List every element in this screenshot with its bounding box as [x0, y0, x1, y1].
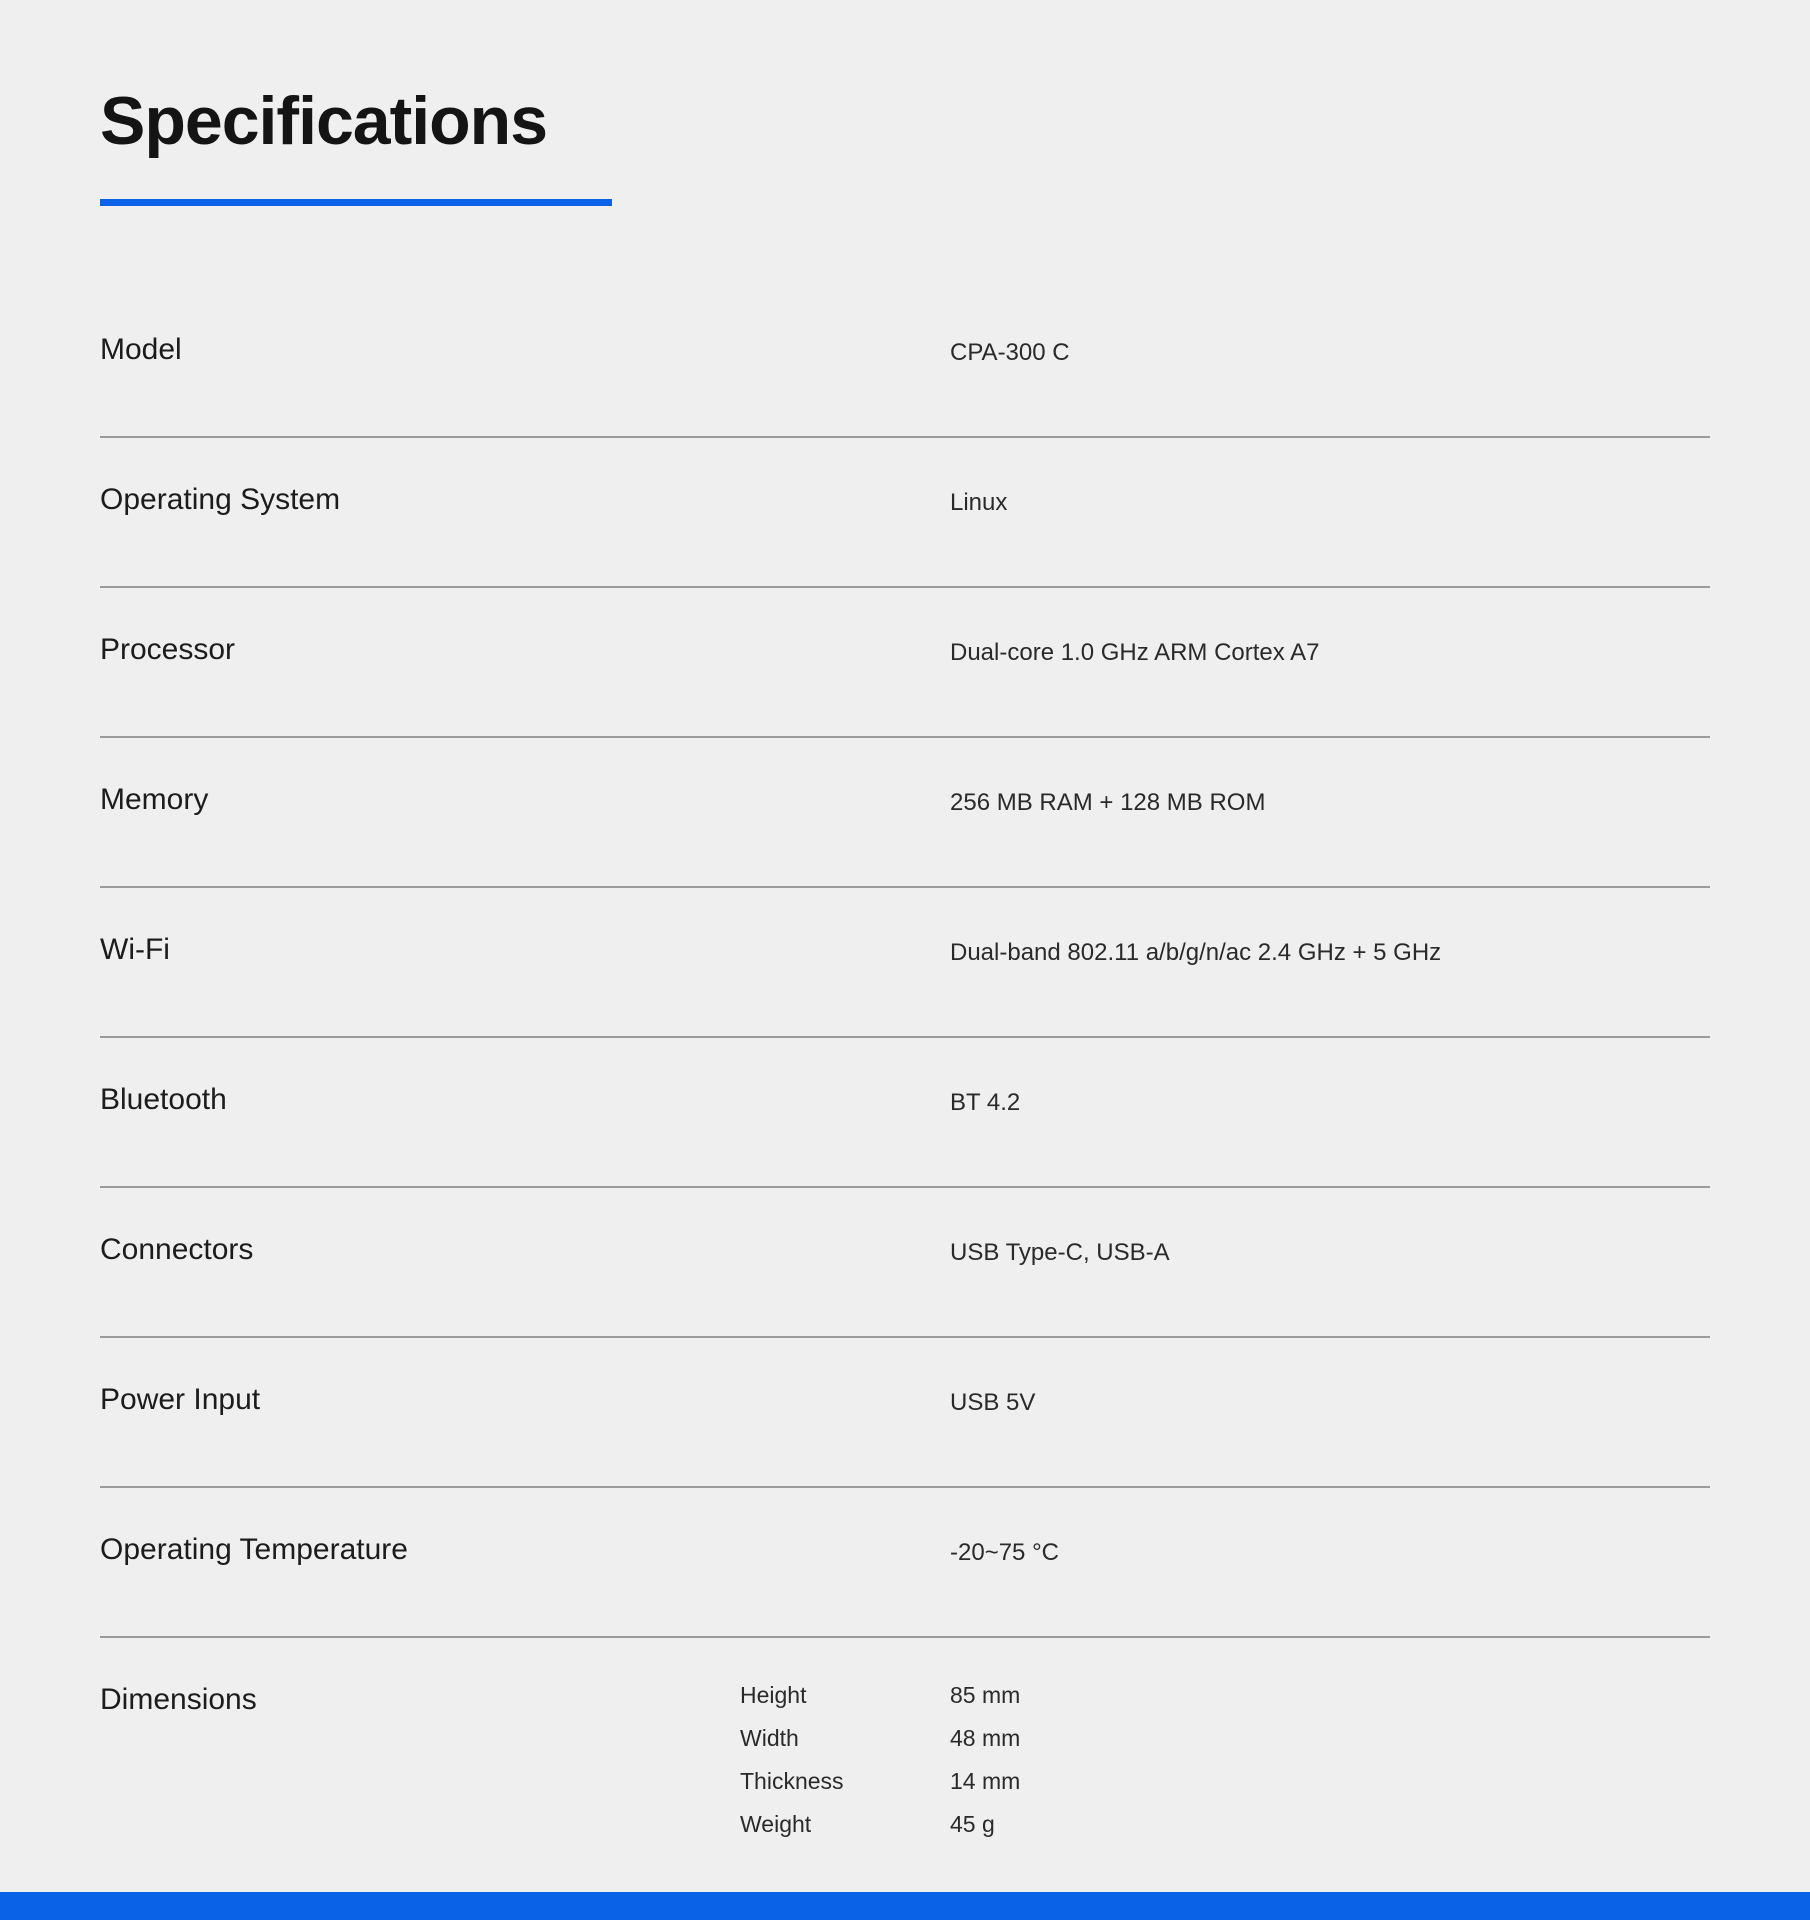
spec-label-bluetooth: Bluetooth [100, 1083, 227, 1117]
table-row [100, 588, 1710, 738]
dimension-key-weight: Weight [740, 1811, 812, 1838]
table-row [100, 738, 1710, 888]
table-row [100, 1488, 1710, 1638]
spec-label-model: Model [100, 333, 182, 367]
spec-value-memory: 256 MB RAM + 128 MB ROM [950, 789, 1266, 817]
specifications-table [100, 288, 1710, 1888]
dimension-key-width: Width [740, 1725, 799, 1752]
table-row [100, 888, 1710, 1038]
list-item [740, 1725, 1710, 1752]
table-row [100, 1038, 1710, 1188]
table-row [100, 288, 1710, 438]
spec-label-wifi: Wi-Fi [100, 933, 170, 967]
dimension-value-height: 85 mm [950, 1682, 1021, 1709]
spec-label-operating-temperature: Operating Temperature [100, 1533, 408, 1567]
title-underline-rule [100, 199, 612, 206]
spec-value-power-input: USB 5V [950, 1389, 1036, 1417]
spec-label-power-input: Power Input [100, 1383, 261, 1417]
spec-label-operating-system: Operating System [100, 483, 341, 517]
spec-value-operating-system: Linux [950, 489, 1008, 517]
spec-label-memory: Memory [100, 783, 209, 817]
spec-label-dimensions: Dimensions [100, 1683, 257, 1717]
spec-label-connectors: Connectors [100, 1233, 254, 1267]
page-title: Specifications [100, 83, 548, 159]
spec-value-bluetooth: BT 4.2 [950, 1089, 1021, 1117]
table-row [100, 438, 1710, 588]
dimension-key-height: Height [740, 1682, 807, 1709]
spec-value-model: CPA-300 C [950, 339, 1070, 367]
spec-value-connectors: USB Type-C, USB-A [950, 1239, 1170, 1267]
spec-value-processor: Dual-core 1.0 GHz ARM Cortex A7 [950, 639, 1320, 667]
list-item [740, 1682, 1710, 1709]
spec-label-processor: Processor [100, 633, 236, 667]
dimension-value-thickness: 14 mm [950, 1768, 1021, 1795]
footer-accent-bar [0, 1892, 1810, 1920]
spec-value-operating-temperature: -20~75 °C [950, 1539, 1059, 1567]
table-row [100, 1188, 1710, 1338]
list-item [740, 1811, 1710, 1838]
table-row [100, 1338, 1710, 1488]
spec-value-wifi: Dual-band 802.11 a/b/g/n/ac 2.4 GHz + 5 GHz [950, 939, 1442, 967]
dimension-key-thickness: Thickness [740, 1768, 844, 1795]
table-row-dimensions [100, 1638, 1710, 1888]
list-item [740, 1768, 1710, 1795]
page-header [0, 0, 1810, 206]
dimension-value-width: 48 mm [950, 1725, 1021, 1752]
dimension-value-weight: 45 g [950, 1811, 995, 1838]
dimensions-sublist [740, 1638, 1710, 1838]
